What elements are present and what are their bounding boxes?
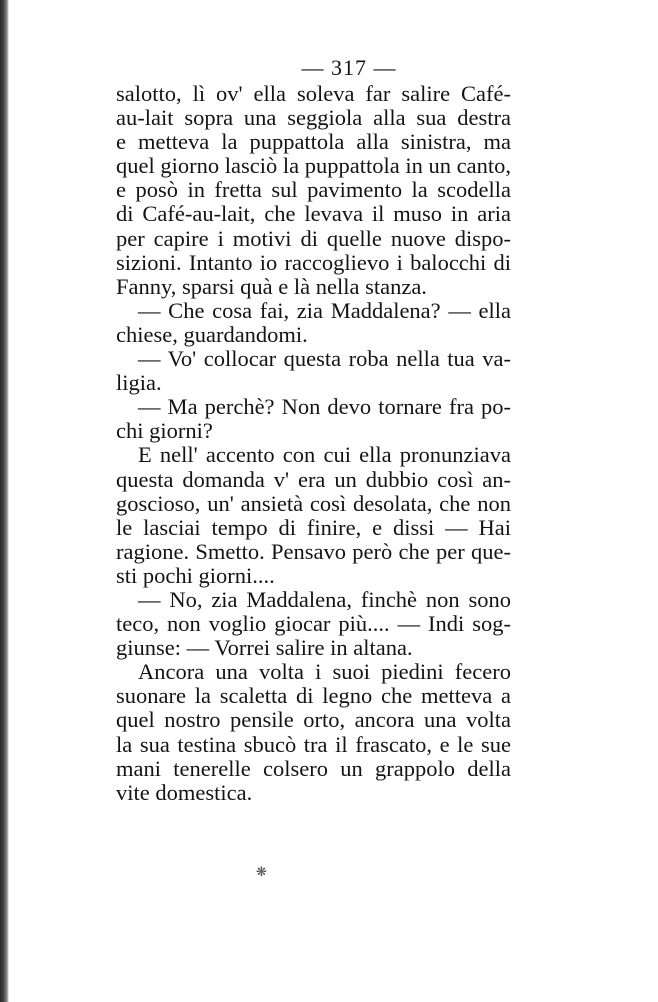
text-line: Fanny, sparsi quà e là nella stanza. <box>116 273 427 299</box>
text-line: mani tenerelle colsero un grappolo della <box>116 755 511 781</box>
text-line: ligia. <box>116 370 162 396</box>
text-line: — Che cosa fai, zia Maddalena? — ella <box>138 297 511 323</box>
text-line: sizioni. Intanto io raccoglievo i balocchi di <box>116 249 511 275</box>
text-line: — No, zia Maddalena, finchè non sono <box>138 586 511 612</box>
text-line: E nell' accento con cui ella pronunziava <box>138 442 511 468</box>
text-line: goscioso, un' ansietà così desolata, che non <box>116 490 511 516</box>
text-line: ragione. Smetto. Pensavo però che per que- <box>116 538 511 564</box>
text-line: quel nostro pensile orto, ancora una volta <box>116 707 511 733</box>
text-line: teco, non voglio giocar più.... — Indi sog- <box>116 611 511 637</box>
text-line: la sua testina sbucò tra il frascato, e le sue <box>116 731 511 757</box>
text-line: di Café-au-lait, che levava il muso in aria <box>116 201 511 227</box>
page-edge-shadow <box>0 0 9 1002</box>
text-line: suonare la scaletta di legno che metteva a <box>116 683 511 709</box>
text-line: giunse: — Vorrei salire in altana. <box>116 635 413 661</box>
text-line: e posò in fretta sul pavimento la scodella <box>116 177 511 203</box>
text-line: le lasciai tempo di finire, e dissi — Hai <box>116 514 511 540</box>
text-line: — Ma perchè? Non devo tornare fra po- <box>138 394 511 420</box>
text-line: questa domanda v' era un dubbio così an- <box>116 466 511 492</box>
text-line: vite domestica. <box>116 779 253 805</box>
body-text <box>116 82 511 805</box>
text-line: chiese, guardandomi. <box>116 321 308 347</box>
text-line: sti pochi giorni.... <box>116 562 275 588</box>
text-line: au-lait sopra una seggiola alla sua destra <box>116 105 511 131</box>
printer-ornament-icon: ❋ <box>256 864 267 879</box>
text-line: chi giorni? <box>116 418 213 444</box>
page-number: — 317 — <box>301 55 397 80</box>
text-line: e metteva la puppattola alla sinistra, ma <box>116 129 511 155</box>
text-line: per capire i motivi di quelle nuove dispo- <box>116 225 511 251</box>
text-line: — Vo' collocar questa roba nella tua va- <box>138 346 511 372</box>
text-line: salotto, lì ov' ella soleva far salire Café- <box>116 81 511 106</box>
text-line: quel giorno lasciò la puppattola in un canto, <box>116 153 511 179</box>
text-line: Ancora una volta i suoi piedini fecero <box>138 659 511 685</box>
